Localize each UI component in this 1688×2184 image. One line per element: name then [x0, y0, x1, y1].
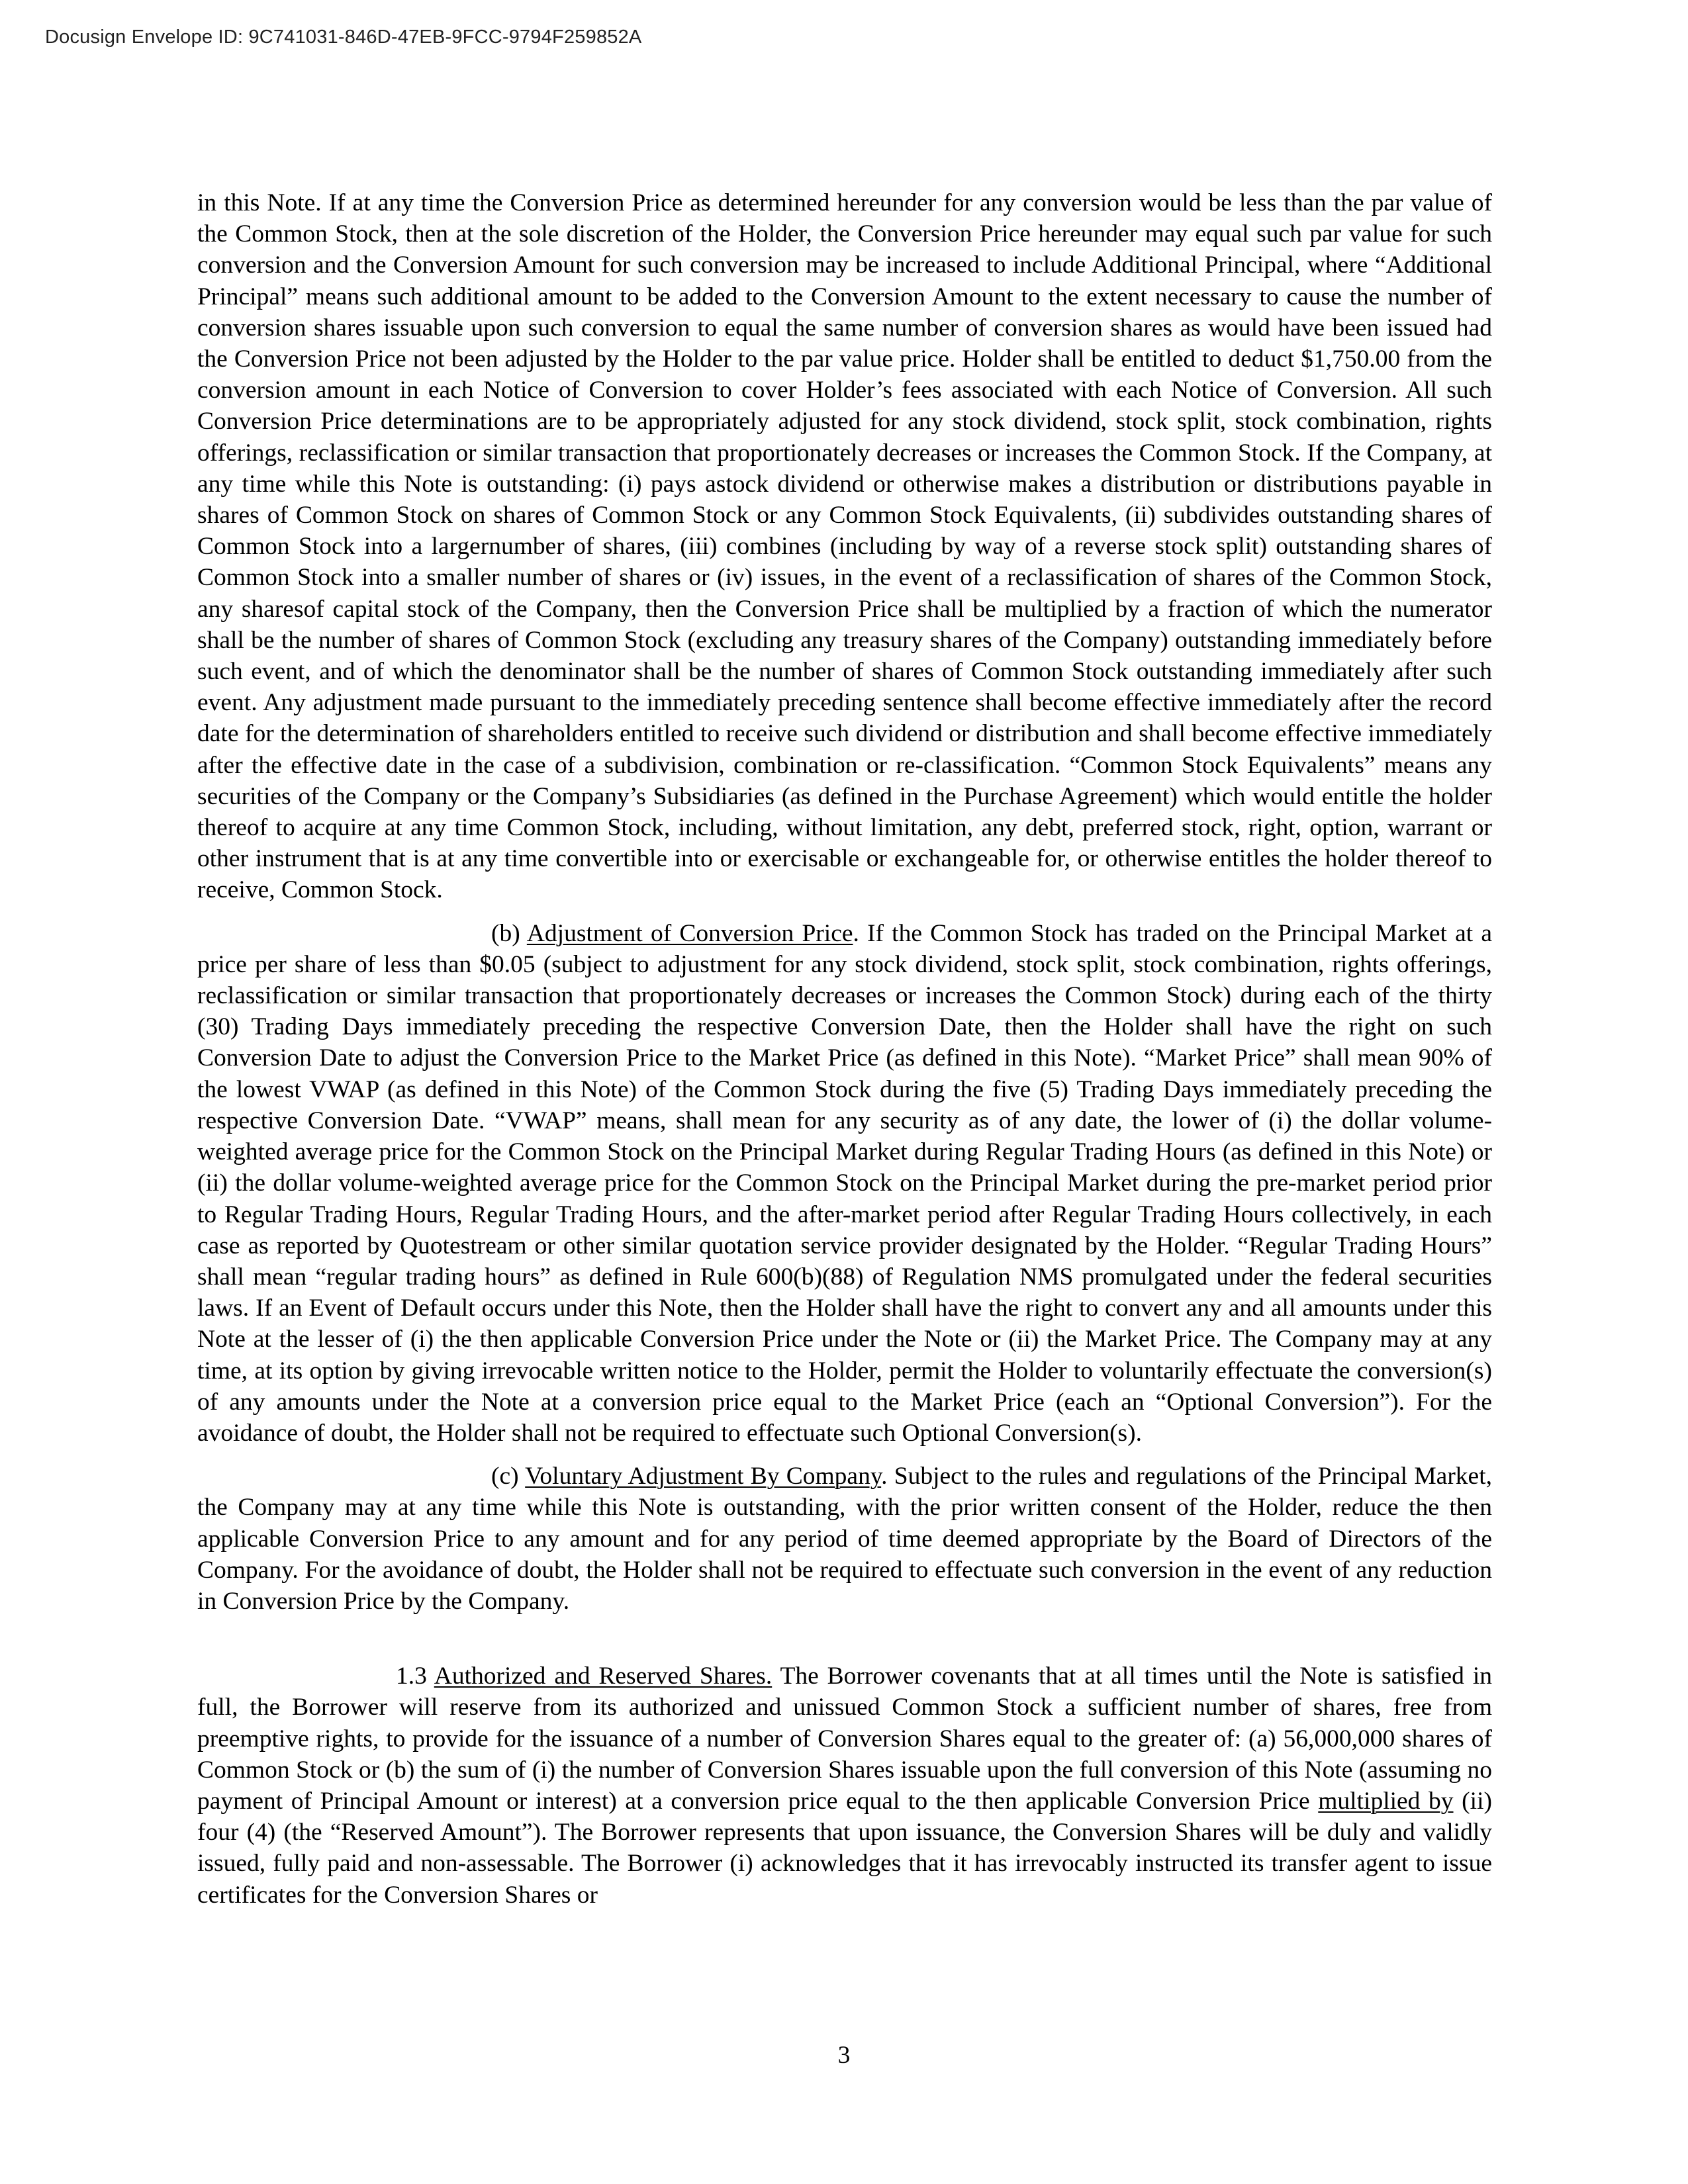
section-1-3-label: 1.3 — [396, 1662, 434, 1690]
paragraph-c — [197, 1461, 1492, 1617]
paragraph-b — [197, 918, 1492, 1449]
paragraph-b-label: (b) — [491, 919, 527, 947]
section-1-3-body-part2: (ii) four (4) (the “Reserved Amount”). The Borrower represents that upon issuance, the Conversion Shares will be duly and validly issued, fully paid and non-assessable. The Borrower (i) acknowledges that it has irrevocably instructed its transfer agent to issue certificates for the Conversion Shares or — [197, 1787, 1492, 1909]
paragraph-c-label: (c) — [491, 1463, 526, 1490]
section-1-3-heading: Authorized and Reserved Shares. — [434, 1662, 773, 1690]
paragraph-c-heading: Voluntary Adjustment By Company — [525, 1463, 882, 1490]
paragraph-b-heading: Adjustment of Conversion Price — [526, 919, 853, 947]
docusign-envelope-id: Docusign Envelope ID: 9C741031-846D-47EB-9FCC-9794F259852A — [45, 26, 642, 48]
document-body — [197, 187, 1492, 1911]
section-1-3-body-part1: The Borrower covenants that at all times until the Note is satisfied in full, the Borrower will reserve from its authorized and unissued Common Stock a sufficient number of shares, free from preemptive rights, to provide for the issuance of a number of Conversion Shares equal to the greater of: (a) 56,000,000 shares of Common Stock or (b) the sum of (i) the number of Conversion Shares issuable upon the full conversion of this Note (assuming no payment of Principal Amount or interest) at a conversion price equal to the then applicable Conversion Price — [197, 1662, 1493, 1815]
section-1-3 — [197, 1661, 1492, 1911]
paragraph-c-body: . Subject to the rules and regulations of the Principal Market, the Company may at any time while this Note is outstanding, with the prior written consent of the Holder, reduce the then applicable Conversion Price to any amount and for any period of time deemed appropriate by the Board of Directors of the Company. For the avoidance of doubt, the Holder shall not be required to effectuate such conversion in the event of any reduction in Conversion Price by the Company. — [197, 1463, 1492, 1615]
section-1-3-emphasis: multiplied by — [1318, 1787, 1454, 1815]
paragraph-b-body: . If the Common Stock has traded on the Principal Market at a price per share of less than $0.05 (subject to adjustment for any stock dividend, stock split, stock combination, rights offerings, reclassification or similar transaction that proportionately decreases or increases the Common Stock) during each of the thirty (30) Trading Days immediately preceding the respective Conversion Date, then the Holder shall have the right on such Conversion Date to adjust the Conversion Price to the Market Price (as defined in this Note). “Market Price” shall mean 90% of the lowest VWAP (as defined in this Note) of the Common Stock during the five (5) Trading Days immediately preceding the respective Conversion Date. “VWAP” means, shall mean for any security as of any date, the lower of (i) the dollar volume-weighted average price for the Common Stock on the Principal Market during Regular Trading Hours (as defined in this Note) or (ii) the dollar volume-weighted average price for the Common Stock on the Principal Market during the pre-market period prior to Regular Trading Hours, Regular Trading Hours, and the after-market period after Regular Trading Hours collectively, in each case as reported by Quotestream or other similar quotation service provider designated by the Holder. “Regular Trading Hours” shall mean “regular trading hours” as defined in Rule 600(b)(88) of Regulation NMS promulgated under the federal securities laws. If an Event of Default occurs under this Note, then the Holder shall have the right to convert any and all amounts under this Note at the lesser of (i) the then applicable Conversion Price under the Note or (ii) the Market Price. The Company may at any time, at its option by giving irrevocable written notice to the Holder, permit the Holder to voluntarily effectuate the conversion(s) of any amounts under the Note at a conversion price equal to the Market Price (each an “Optional Conversion”). For the avoidance of doubt, the Holder shall not be required to effectuate such Optional Conversion(s). — [197, 919, 1492, 1447]
page-number: 3 — [837, 2042, 851, 2069]
paragraph-continuation: in this Note. If at any time the Conversion Price as determined hereunder for any conversion would be less than the par value of the Common Stock, then at the sole discretion of the Holder, the Conversion Price hereunder may equal such par value for such conversion and the Conversion Amount for such conversion may be increased to include Additional Principal, where “Additional Principal” means such additional amount to be added to the Conversion Amount to the extent necessary to cause the number of conversion shares issuable upon such conversion to equal the same number of conversion shares as would have been issued had the Conversion Price not been adjusted by the Holder to the par value price. Holder shall be entitled to deduct $1,750.00 from the conversion amount in each Notice of Conversion to cover Holder’s fees associated with each Notice of Conversion. All such Conversion Price determinations are to be appropriately adjusted for any stock dividend, stock split, stock combination, rights offerings, reclassification or similar transaction that proportionately decreases or increases the Common Stock. If the Company, at any time while this Note is outstanding: (i) pays astock dividend or otherwise makes a distribution or distributions payable in shares of Common Stock on shares of Common Stock or any Common Stock Equivalents, (ii) subdivides outstanding shares of Common Stock into a largernumber of shares, (iii) combines (including by way of a reverse stock split) outstanding shares of Common Stock into a smaller number of shares or (iv) issues, in the event of a reclassification of shares of the Common Stock, any sharesof capital stock of the Company, then the Conversion Price shall be multiplied by a fraction of which the numerator shall be the number of shares of Common Stock (excluding any treasury shares of the Company) outstanding immediately before such event, and of which the denominator shall be the number of shares of Common Stock outstanding immediately after such event. Any adjustment made pursuant to the immediately preceding sentence shall become effective immediately after the record date for the determination of shareholders entitled to receive such dividend or distribution and shall become effective immediately after the effective date in the case of a subdivision, combination or re-classification. “Common Stock Equivalents” means any securities of the Company or the Company’s Subsidiaries (as defined in the Purchase Agreement) which would entitle the holder thereof to acquire at any time Common Stock, including, without limitation, any debt, preferred stock, right, option, warrant or other instrument that is at any time convertible into or exercisable or exchangeable for, or otherwise entitles the holder thereof to receive, Common Stock. — [197, 189, 1492, 904]
